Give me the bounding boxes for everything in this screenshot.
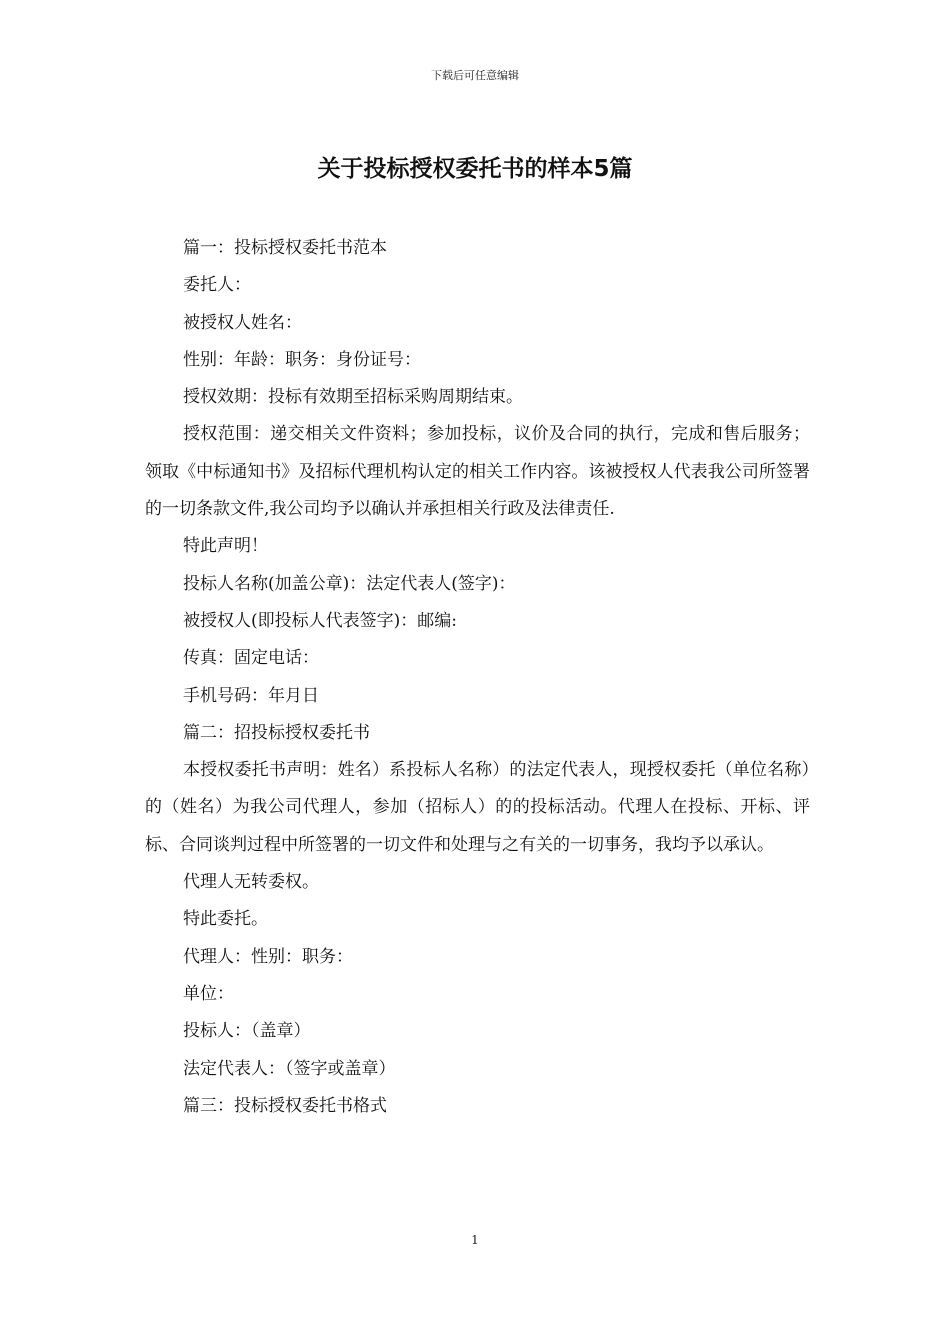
paragraph: 法定代表人：（签字或盖章） [183, 1058, 396, 1079]
paragraph: 本授权委托书声明：姓名）系投标人名称）的法定代表人，现授权委托（单位名称）的（姓名）为我公司代理人，参加（招标人）的的投标活动。代理人在投标、开标、评标、合同谈判过程中所签署的一切文件和处理与之有关的一切事务，我均予以承认。 [145, 760, 810, 855]
paragraph: 代理人无转委权。 [183, 872, 319, 893]
document-body [145, 230, 810, 1125]
paragraph: 投标人名称(加盖公章)：法定代表人(签字)： [183, 573, 516, 594]
paragraph: 授权效期：投标有效期至招标采购周期结束。 [183, 387, 523, 408]
paragraph: 篇二：招投标授权委托书 [183, 722, 370, 743]
document-title: 关于投标授权委托书的样本5篇 [317, 156, 633, 182]
paragraph: 授权范围：递交相关文件资料；参加投标，议价及合同的执行，完成和售后服务；领取《中标通知书》及招标代理机构认定的相关工作内容。该被授权人代表我公司所签署的一切条款文件,我公司均予以确认并承担相关行政及法律责任. [145, 424, 810, 520]
paragraph: 投标人：（盖章） [183, 1021, 311, 1042]
paragraph: 单位： [183, 983, 234, 1004]
paragraph: 委托人： [183, 275, 251, 296]
paragraph: 手机号码：年月日 [183, 685, 319, 706]
paragraph: 被授权人姓名： [183, 312, 302, 333]
paragraph: 代理人：性别：职务： [183, 946, 353, 967]
paragraph: 特此委托。 [183, 909, 268, 930]
paragraph: 传真：固定电话： [183, 648, 319, 669]
paragraph: 性别：年龄：职务：身份证号： [183, 349, 421, 370]
paragraph: 篇一：投标授权委托书范本 [183, 238, 387, 258]
paragraph: 篇三：投标授权委托书格式 [183, 1095, 387, 1116]
page-header: 下载后可任意编辑 [431, 69, 519, 82]
page-number: 1 [471, 1233, 479, 1247]
paragraph: 被授权人(即投标人代表签字)：邮编: [183, 610, 457, 631]
paragraph: 特此声明！ [183, 536, 268, 557]
